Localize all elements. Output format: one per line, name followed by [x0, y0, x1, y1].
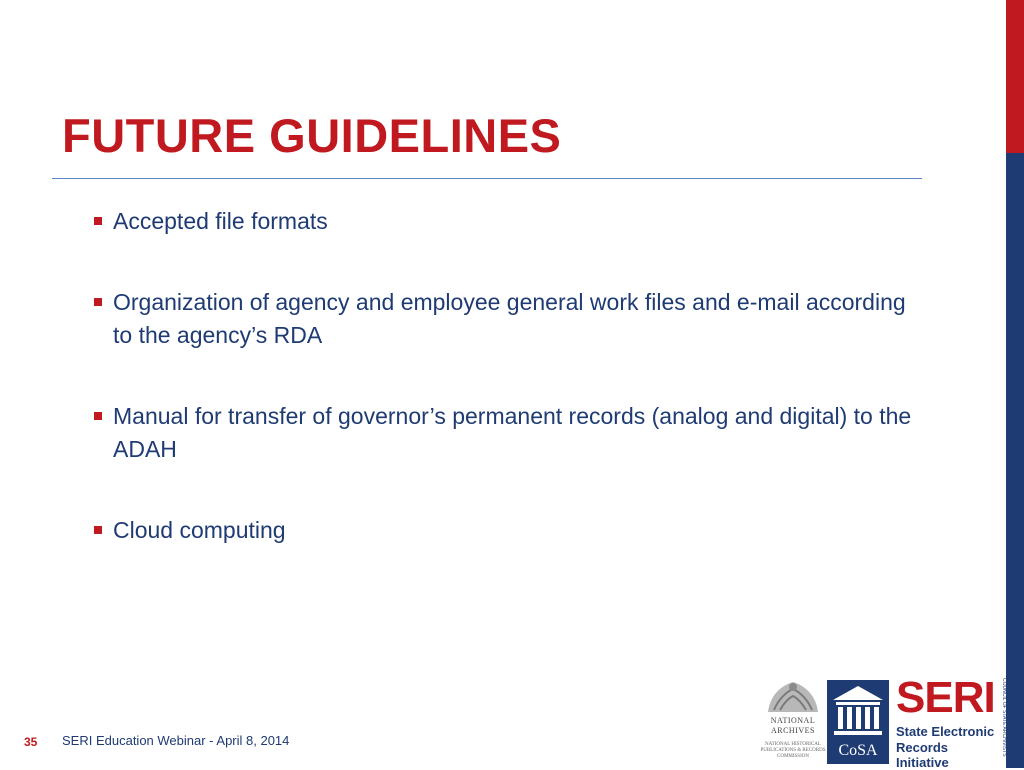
- square-bullet-icon: [94, 217, 102, 225]
- square-bullet-icon: [94, 298, 102, 306]
- bullet-item: [94, 400, 924, 466]
- bullet-item: [94, 514, 924, 547]
- slide-title: FUTURE GUIDELINES: [62, 109, 562, 162]
- national-archives-title: NATIONAL ARCHIVES: [770, 716, 816, 735]
- seri-tagline-line2: Records Initiative: [896, 740, 949, 770]
- bullet-text: Manual for transfer of governor’s permanent records (analog and digital) to the ADAH: [113, 403, 912, 462]
- cosa-label: CoSA: [838, 742, 878, 759]
- bullet-text: Cloud computing: [113, 517, 286, 543]
- footer-text: SERI Education Webinar - April 8, 2014: [62, 733, 290, 748]
- national-archives-logo: [760, 676, 826, 766]
- cosa-logo: [827, 680, 889, 764]
- right-edge-bar-red: [1006, 0, 1024, 153]
- eagle-icon: [760, 676, 826, 716]
- square-bullet-icon: [94, 412, 102, 420]
- bullet-text: Organization of agency and employee general work files and e-mail according to the agency’s RDA: [113, 289, 906, 348]
- seri-tagline-line1: State Electronic: [896, 724, 995, 739]
- square-bullet-icon: [94, 526, 102, 534]
- bullet-item: [94, 205, 924, 238]
- right-edge-bar-blue: [1006, 153, 1024, 768]
- cosa-vertical-text: COUNCIL OF STATE ARCHIVISTS: [1001, 678, 1007, 757]
- page-number: 35: [24, 735, 38, 749]
- building-columns-icon: [827, 680, 889, 740]
- seri-wordmark: SERI: [896, 673, 995, 722]
- logo-strip: [760, 673, 1007, 770]
- bullet-item: [94, 286, 924, 352]
- right-edge-bar: [1006, 0, 1024, 768]
- title-divider: [52, 178, 922, 179]
- national-archives-subtitle: NATIONAL HISTORICAL PUBLICATIONS & RECORDS COMMISSION: [760, 742, 826, 759]
- bullet-text: Accepted file formats: [113, 208, 328, 234]
- seri-logo: [894, 673, 1000, 770]
- bullet-list: [94, 205, 924, 547]
